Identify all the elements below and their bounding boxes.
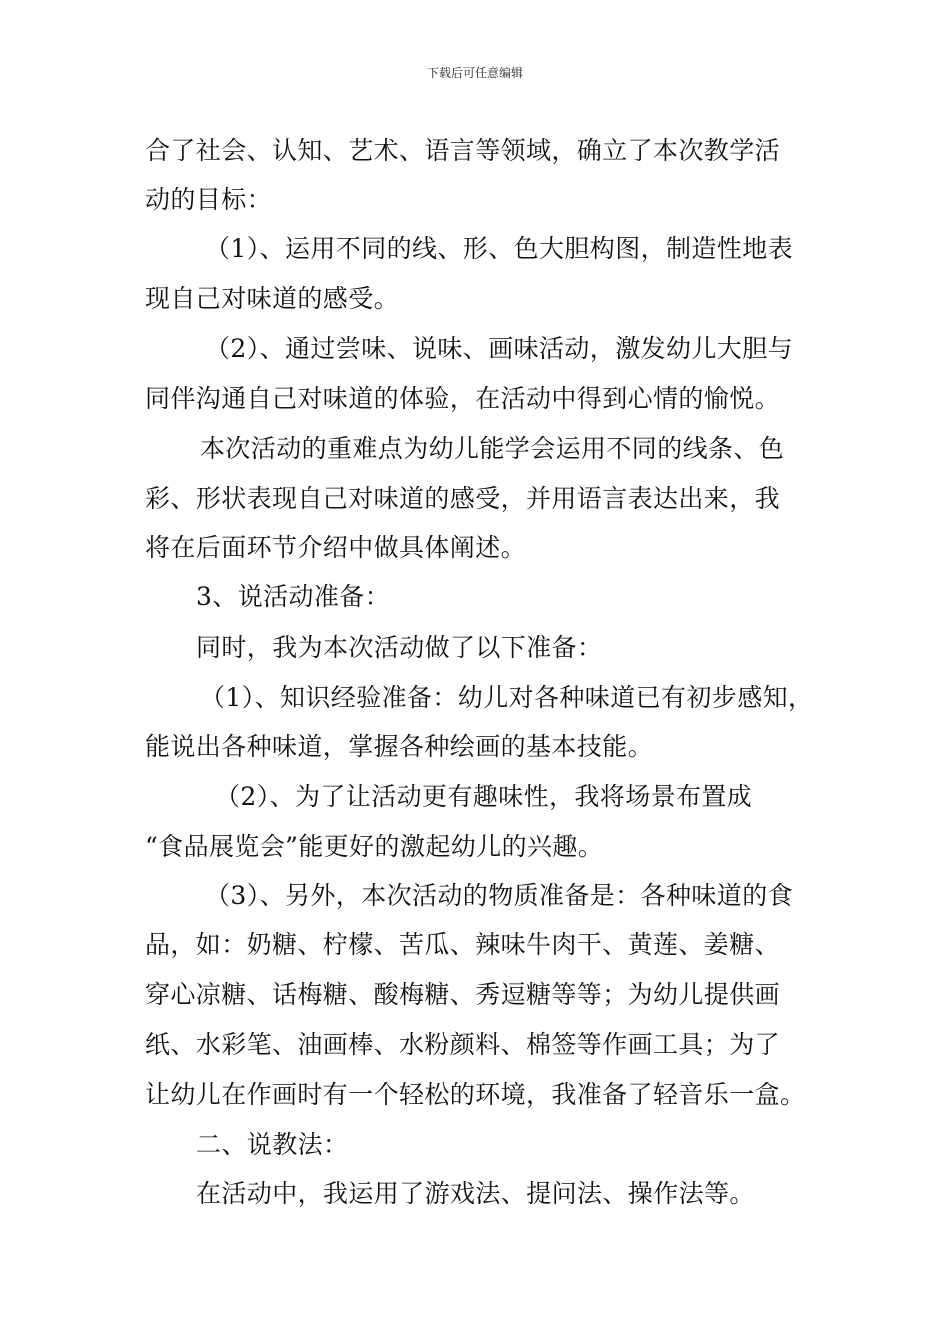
text-line: 纸、水彩笔、油画棒、水粉颜料、棉签等作画工具；为了 [145, 1030, 781, 1059]
text-line: 同时，我为本次活动做了以下准备： [196, 633, 603, 662]
text-line: 二、说教法： [196, 1130, 349, 1159]
text-line: “食品展览会”能更好的激起幼儿的兴趣。 [145, 832, 604, 861]
text-line: （1）、运用不同的线、形、色大胆构图，制造性地表 [205, 234, 794, 263]
text-line: （2）、为了让活动更有趣味性，我将场景布置成 [215, 782, 753, 811]
text-line: 现自己对味道的感受。 [145, 284, 400, 313]
text-line: （1）、知识经验准备：幼儿对各种味道已有初步感知， [200, 683, 814, 712]
text-line: 品，如：奶糖、柠檬、苦瓜、辣味牛肉干、黄莲、姜糖、 [145, 930, 781, 959]
text-line: 穿心凉糖、话梅糖、酸梅糖、秀逗糖等等；为幼儿提供画 [145, 980, 781, 1009]
page-header: 下载后可任意编辑 [426, 66, 523, 80]
text-line: 本次活动的重难点为幼儿能学会运用不同的线条、色 [200, 434, 785, 463]
text-line: 合了社会、认知、艺术、语言等领域，确立了本次教学活 [145, 136, 781, 165]
text-line: 同伴沟通自己对味道的体验，在活动中得到心情的愉悦。 [145, 384, 781, 413]
text-line: 能说出各种味道，掌握各种绘画的基本技能。 [145, 732, 654, 761]
text-line: （3）、另外，本次活动的物质准备是：各种味道的食 [205, 881, 794, 910]
text-line: 在活动中，我运用了游戏法、提问法、操作法等。 [196, 1179, 755, 1208]
text-line: 将在后面环节介绍中做具体阐述。 [145, 533, 527, 562]
text-line: 动的目标： [145, 185, 273, 214]
text-line: 让幼儿在作画时有一个轻松的环境，我准备了轻音乐一盒。 [145, 1080, 806, 1109]
text-line: 3、说活动准备： [196, 582, 391, 611]
text-line: （2）、通过尝味、说味、画味活动，激发幼儿大胆与 [205, 334, 794, 363]
text-line: 彩、形状表现自己对味道的感受，并用语言表达出来，我 [145, 484, 781, 513]
